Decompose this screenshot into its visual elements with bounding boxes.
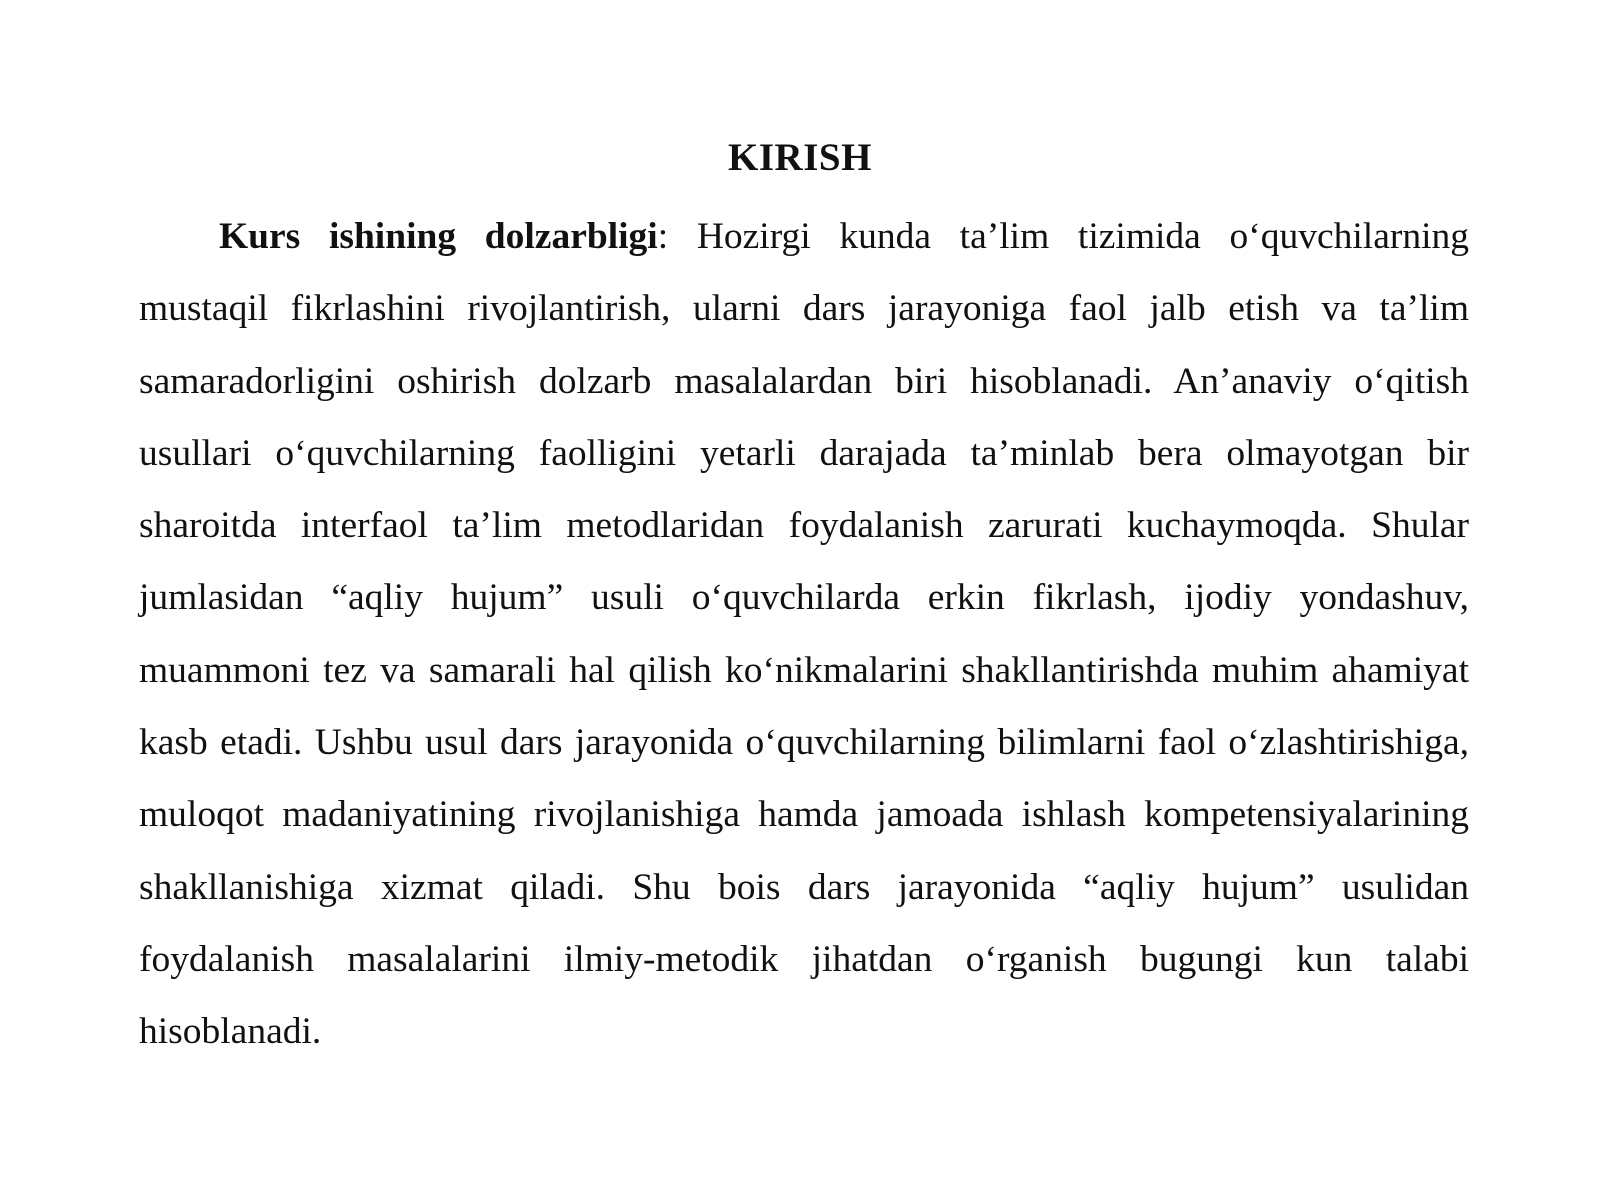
intro-paragraph: [139, 201, 1469, 1069]
section-heading: KIRISH: [728, 136, 872, 179]
paragraph-lead: Kurs ishining dolzarbligi: [219, 216, 658, 257]
paragraph-body: Hozirgi kunda ta’lim tizimida o‘quvchilarning mustaqil fikrlashini rivojlantirish, ularni dars jarayoniga faol jalb etish va ta’lim samaradorligini oshirish dolzarb masalalardan biri hisoblanadi. An’anaviy o‘qitish usullari o‘quvchilarning faolligini yetarli darajada ta’minlab bera olmayotgan bir sharoitda interfaol ta’lim metodlaridan foydalanish zarurati kuchaymoqda. Shular jumlasidan “aqliy hujum” usuli o‘quvchilarda erkin fikrlash, ijodiy yondashuv, muammoni tez va samarali hal qilish ko‘nikmalarini shakllantirishda muhim ahamiyat kasb etadi. Ushbu usul dars jarayonida o‘quvchilarning bilimlarni faol o‘zlashtirishiga, muloqot madaniyatining rivojlanishiga hamda jamoada ishlash kompetensiyalarining shakllanishiga xizmat qiladi. Shu bois dars jarayonida “aqliy hujum” usulidan foydalanish masalalarini ilmiy-metodik jihatdan o‘rganish bugungi kun talabi hisoblanadi.: [139, 216, 1469, 1053]
lead-separator: :: [657, 216, 669, 257]
